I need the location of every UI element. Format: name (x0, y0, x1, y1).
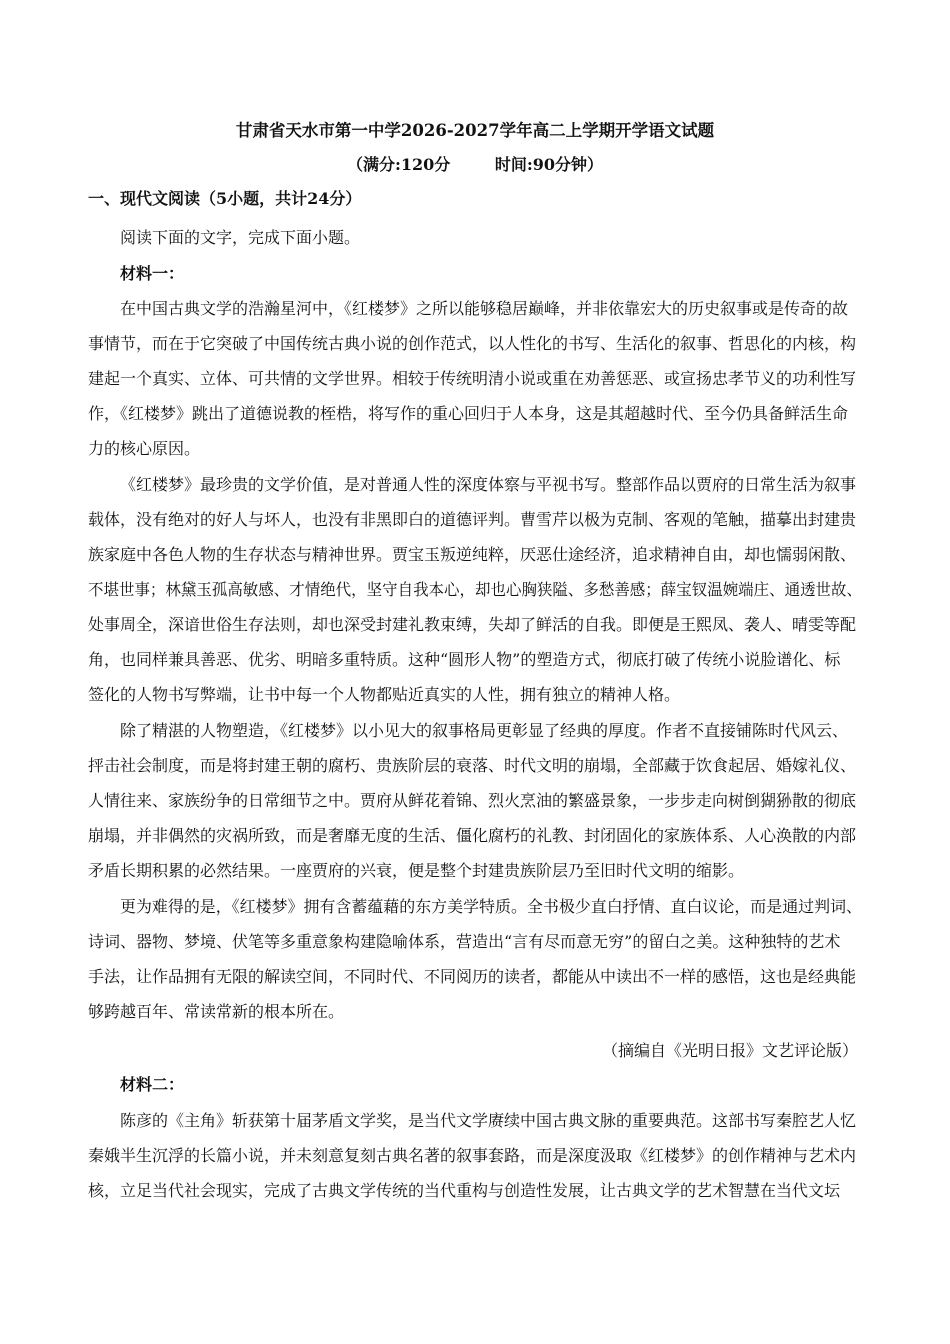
paragraph-line: 抨击社会制度，而是将封建王朝的腐朽、贵族阶层的衰落、时代文明的崩塌，全部藏于饮食起居、婚嫁礼仪、 (88, 756, 857, 775)
paragraph-line: 签化的人物书写弊端，让书中每一个人物都贴近真实的人性，拥有独立的精神人格。 (88, 685, 681, 704)
paragraph-line: 陈彦的《主角》斩获第十届茅盾文学奖，是当代文学赓续中国古典文脉的重要典范。这部书写秦腔艺人忆 (120, 1111, 857, 1130)
exam-info: （满分:120分 时间:90分钟） (346, 155, 604, 174)
paragraph-line: 崩塌，并非偶然的灾祸所致，而是奢靡无度的生活、僵化腐朽的礼教、封闭固化的家族体系、人心涣散的内部 (88, 826, 857, 845)
paragraph-line: 手法，让作品拥有无限的解读空间，不同时代、不同阅历的读者，都能从中读出不一样的感悟，这也是经典能 (88, 967, 857, 986)
paragraph-line: 更为难得的是，《红楼梦》拥有含蓄蕴藉的东方美学特质。全书极少直白抒情、直白议论，而是通过判词、 (120, 897, 863, 916)
paragraph-line: 核，立足当代社会现实，完成了古典文学传统的当代重构与创造性发展，让古典文学的艺术智慧在当代文坛 (88, 1181, 841, 1200)
section-heading: 一、现代文阅读（5小题，共计24分） (88, 189, 362, 208)
source-citation: （摘编自《光明日报》文艺评论版） (601, 1041, 858, 1060)
paragraph-line: 作，《红楼梦》跳出了道德说教的桎梏，将写作的重心回归于人本身，这是其超越时代、至今仍具备鲜活生命 (88, 404, 849, 423)
paragraph-line: 秦娥半生沉浮的长篇小说，并未刻意复刻古典名著的叙事套路，而是深度汲取《红楼梦》的创作精神与艺术内 (88, 1146, 857, 1165)
paragraph-line: 事情节，而在于它突破了中国传统古典小说的创作范式，以人性化的书写、生活化的叙事、哲思化的内核，构 (88, 334, 857, 353)
paragraph-line: 矛盾长期积累的必然结果。一座贾府的兴衰，便是整个封建贵族阶层乃至旧时代文明的缩影。 (88, 861, 745, 880)
paragraph-line: 够跨越百年、常读常新的根本所在。 (88, 1002, 345, 1021)
paragraph-line: 《红楼梦》最珍贵的文学价值，是对普通人性的深度体察与平视书写。整部作品以贾府的日常生活为叙事 (120, 475, 857, 494)
page-title: 甘肃省天水市第一中学2026-2027学年高二上学期开学语文试题 (235, 121, 715, 140)
paragraph-line: 力的核心原因。 (88, 439, 201, 458)
paragraph-line: 处事周全，深谙世俗生存法则，却也深受封建礼教束缚，失却了鲜活的自我。即便是王熙凤、袭人、晴雯等配 (88, 615, 857, 634)
material-two-label: 材料二： (120, 1075, 185, 1094)
paragraph-line: 角，也同样兼具善恶、优劣、明暗多重特质。这种“圆形人物”的塑造方式，彻底打破了传统小说脸谱化、标 (88, 650, 841, 669)
paragraph-line: 除了精湛的人物塑造，《红楼梦》以小见大的叙事格局更彰显了经典的厚度。作者不直接铺陈时代风云、 (120, 721, 849, 740)
paragraph-line: 建起一个真实、立体、可共情的文学世界。相较于传统明清小说或重在劝善惩恶、或宣扬忠孝节义的功利性写 (88, 369, 857, 388)
paragraph-line: 人情往来、家族纷争的日常细节之中。贾府从鲜花着锦、烈火烹油的繁盛景象，一步步走向树倒猢狲散的彻底 (88, 791, 857, 810)
paragraph-line: 诗词、器物、梦境、伏笔等多重意象构建隐喻体系，营造出“言有尽而意无穷”的留白之美。这种独特的艺术 (88, 932, 841, 951)
paragraph-line: 不堪世事；林黛玉孤高敏感、才情绝代，坚守自我本心，却也心胸狭隘、多愁善感；薛宝钗温婉端庄、通透世故、 (88, 580, 863, 599)
paragraph-line: 族家庭中各色人物的生存状态与精神世界。贾宝玉叛逆纯粹，厌恶仕途经济，追求精神自由，却也懦弱闲散、 (88, 545, 857, 564)
paragraph-line: 载体，没有绝对的好人与坏人，也没有非黑即白的道德评判。曹雪芹以极为克制、客观的笔触，描摹出封建贵 (88, 510, 857, 529)
reading-instruction: 阅读下面的文字，完成下面小题。 (120, 228, 361, 247)
material-one-label: 材料一： (120, 264, 185, 283)
paragraph-line: 在中国古典文学的浩瀚星河中，《红楼梦》之所以能够稳居巅峰，并非依靠宏大的历史叙事或是传奇的故 (120, 299, 849, 318)
